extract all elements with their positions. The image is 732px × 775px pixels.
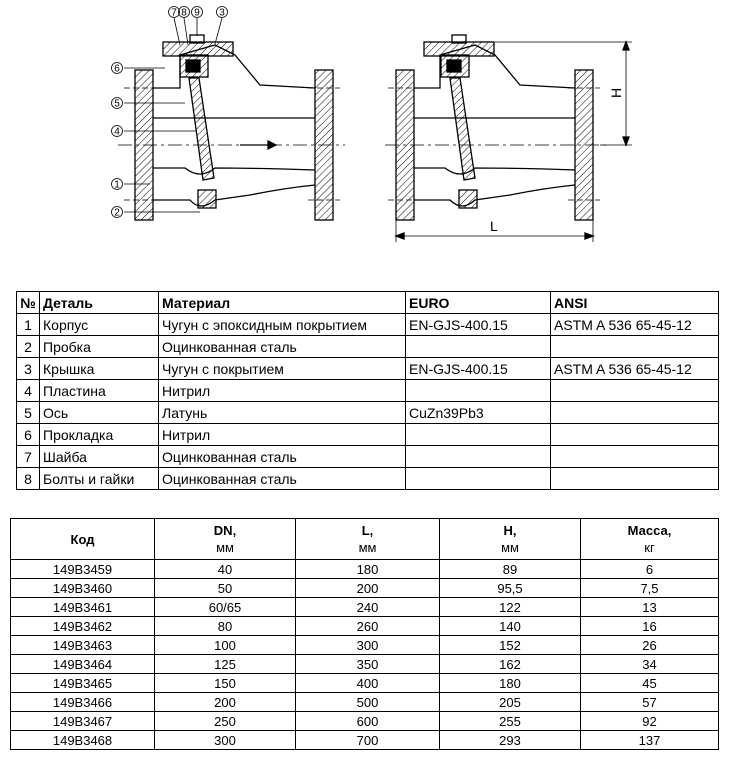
- header-dn: DN, мм: [155, 519, 296, 560]
- mass-cell: 26: [581, 636, 719, 655]
- size-row: [11, 636, 719, 655]
- length-cell: 400: [296, 674, 440, 693]
- mass-cell: 16: [581, 617, 719, 636]
- mass-cell: 92: [581, 712, 719, 731]
- material-cell: Латунь: [159, 402, 406, 424]
- sizes-table-header: [11, 519, 719, 560]
- size-row: [11, 617, 719, 636]
- dn-cell: 150: [155, 674, 296, 693]
- parts-table-header: [17, 292, 719, 314]
- number-cell: 8: [17, 468, 40, 490]
- height-cell: 205: [440, 693, 581, 712]
- dn-cell: 60/65: [155, 598, 296, 617]
- header-number: №: [17, 292, 40, 314]
- height-cell: 89: [440, 560, 581, 579]
- euro-cell: [406, 468, 551, 490]
- mass-cell: 45: [581, 674, 719, 693]
- euro-cell: EN-GJS-400.15: [406, 358, 551, 380]
- length-cell: 700: [296, 731, 440, 750]
- callout-9: [192, 7, 203, 19]
- height-cell: 95,5: [440, 579, 581, 598]
- callout-labels: [112, 7, 228, 219]
- valve-drawing: [0, 0, 732, 280]
- material-cell: Оцинкованная сталь: [159, 446, 406, 468]
- size-row: [11, 693, 719, 712]
- euro-cell: EN-GJS-400.15: [406, 314, 551, 336]
- number-cell: 2: [17, 336, 40, 358]
- height-cell: 255: [440, 712, 581, 731]
- number-cell: 4: [17, 380, 40, 402]
- size-row: [11, 560, 719, 579]
- svg-text:1: 1: [114, 179, 120, 191]
- code-cell: 149B3461: [11, 598, 155, 617]
- height-cell: 140: [440, 617, 581, 636]
- length-cell: 300: [296, 636, 440, 655]
- part-cell: Прокладка: [40, 424, 159, 446]
- ansi-cell: [551, 446, 719, 468]
- size-row: [11, 674, 719, 693]
- callout-3: [217, 7, 228, 19]
- euro-cell: [406, 446, 551, 468]
- dn-cell: 50: [155, 579, 296, 598]
- code-cell: 149B3464: [11, 655, 155, 674]
- length-cell: 240: [296, 598, 440, 617]
- header-material: Материал: [159, 292, 406, 314]
- ansi-cell: [551, 424, 719, 446]
- callout-8: [179, 7, 190, 19]
- ansi-cell: ASTM A 536 65-45-12: [551, 358, 719, 380]
- header-h: H, мм: [440, 519, 581, 560]
- parts-row: [17, 402, 719, 424]
- dimension-l-label: L: [490, 218, 498, 234]
- part-cell: Болты и гайки: [40, 468, 159, 490]
- sizes-table: [10, 518, 719, 750]
- parts-row: [17, 336, 719, 358]
- parts-row: [17, 424, 719, 446]
- height-cell: 180: [440, 674, 581, 693]
- parts-table: [16, 291, 719, 490]
- right-dimension-view: [385, 35, 632, 242]
- size-row: [11, 655, 719, 674]
- ansi-cell: [551, 380, 719, 402]
- parts-row: [17, 446, 719, 468]
- ansi-cell: [551, 336, 719, 358]
- length-cell: 260: [296, 617, 440, 636]
- mass-cell: 7,5: [581, 579, 719, 598]
- part-cell: Ось: [40, 402, 159, 424]
- dn-cell: 125: [155, 655, 296, 674]
- svg-text:3: 3: [219, 7, 225, 19]
- part-cell: Корпус: [40, 314, 159, 336]
- height-cell: 152: [440, 636, 581, 655]
- ansi-cell: ASTM A 536 65-45-12: [551, 314, 719, 336]
- svg-text:5: 5: [114, 98, 120, 110]
- length-cell: 180: [296, 560, 440, 579]
- dn-cell: 40: [155, 560, 296, 579]
- number-cell: 7: [17, 446, 40, 468]
- length-cell: 500: [296, 693, 440, 712]
- callout-7: [169, 7, 180, 19]
- number-cell: 3: [17, 358, 40, 380]
- material-cell: Чугун с эпоксидным покрытием: [159, 314, 406, 336]
- svg-text:2: 2: [114, 207, 120, 219]
- mass-cell: 6: [581, 560, 719, 579]
- part-cell: Пластина: [40, 380, 159, 402]
- euro-cell: [406, 380, 551, 402]
- size-row: [11, 579, 719, 598]
- mass-cell: 34: [581, 655, 719, 674]
- dn-cell: 200: [155, 693, 296, 712]
- code-cell: 149B3459: [11, 560, 155, 579]
- euro-cell: [406, 336, 551, 358]
- length-cell: 200: [296, 579, 440, 598]
- height-cell: 293: [440, 731, 581, 750]
- header-euro: EURO: [406, 292, 551, 314]
- header-part: Деталь: [40, 292, 159, 314]
- code-cell: 149B3463: [11, 636, 155, 655]
- header-mass: Масса, кг: [581, 519, 719, 560]
- dn-cell: 100: [155, 636, 296, 655]
- material-cell: Нитрил: [159, 380, 406, 402]
- height-cell: 122: [440, 598, 581, 617]
- euro-cell: [406, 424, 551, 446]
- header-code: Код: [11, 519, 155, 560]
- ansi-cell: [551, 402, 719, 424]
- length-cell: 350: [296, 655, 440, 674]
- code-cell: 149B3466: [11, 693, 155, 712]
- svg-text:6: 6: [114, 63, 120, 75]
- dn-cell: 250: [155, 712, 296, 731]
- code-cell: 149B3465: [11, 674, 155, 693]
- parts-row: [17, 358, 719, 380]
- ansi-cell: [551, 468, 719, 490]
- svg-text:4: 4: [114, 126, 120, 138]
- material-cell: Нитрил: [159, 424, 406, 446]
- number-cell: 1: [17, 314, 40, 336]
- number-cell: 6: [17, 424, 40, 446]
- svg-text:8: 8: [181, 7, 187, 19]
- dimension-h-label: H: [608, 87, 624, 98]
- mass-cell: 13: [581, 598, 719, 617]
- callout-2: [112, 207, 123, 219]
- parts-row: [17, 314, 719, 336]
- mass-cell: 57: [581, 693, 719, 712]
- svg-text:9: 9: [194, 7, 200, 19]
- code-cell: 149B3460: [11, 579, 155, 598]
- parts-row: [17, 380, 719, 402]
- mass-cell: 137: [581, 731, 719, 750]
- part-cell: Пробка: [40, 336, 159, 358]
- size-row: [11, 598, 719, 617]
- material-cell: Чугун с покрытием: [159, 358, 406, 380]
- dn-cell: 300: [155, 731, 296, 750]
- size-row: [11, 712, 719, 731]
- length-cell: 600: [296, 712, 440, 731]
- left-section-view: [118, 18, 345, 220]
- code-cell: 149B3468: [11, 731, 155, 750]
- material-cell: Оцинкованная сталь: [159, 336, 406, 358]
- parts-row: [17, 468, 719, 490]
- part-cell: Крышка: [40, 358, 159, 380]
- number-cell: 5: [17, 402, 40, 424]
- svg-text:7: 7: [171, 7, 177, 19]
- code-cell: 149B3462: [11, 617, 155, 636]
- header-ansi: ANSI: [551, 292, 719, 314]
- callout-5: [112, 98, 123, 110]
- euro-cell: CuZn39Pb3: [406, 402, 551, 424]
- dn-cell: 80: [155, 617, 296, 636]
- callout-4: [112, 126, 123, 138]
- code-cell: 149B3467: [11, 712, 155, 731]
- header-l: L, мм: [296, 519, 440, 560]
- height-cell: 162: [440, 655, 581, 674]
- callout-6: [112, 63, 123, 75]
- callout-1: [112, 179, 123, 191]
- size-row: [11, 731, 719, 750]
- part-cell: Шайба: [40, 446, 159, 468]
- material-cell: Оцинкованная сталь: [159, 468, 406, 490]
